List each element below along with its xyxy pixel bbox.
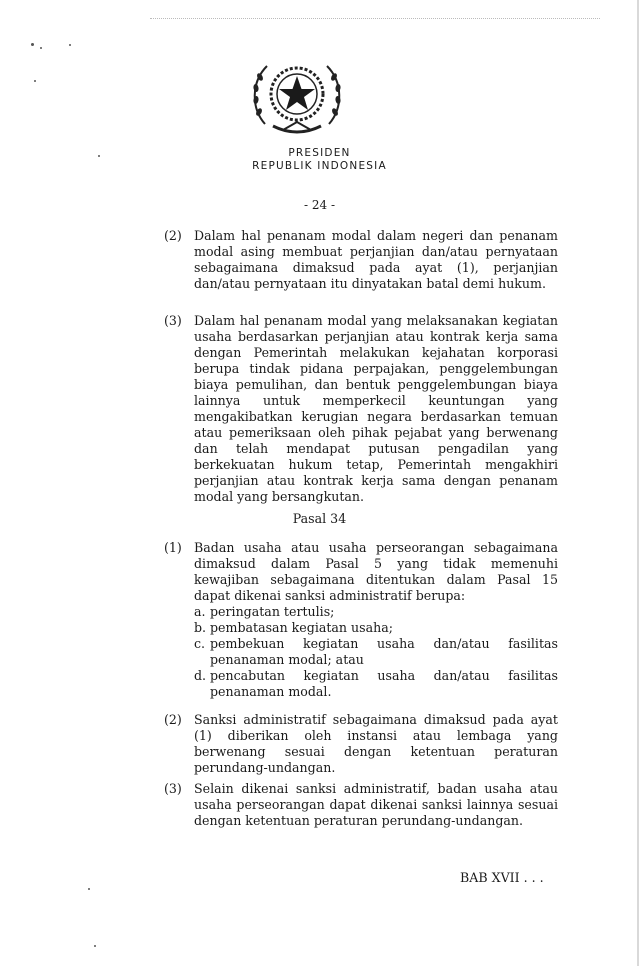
- list-letter: d.: [194, 668, 207, 683]
- paragraph-number: (2): [164, 228, 182, 243]
- list-letter: a.: [194, 604, 206, 619]
- article-heading: Pasal 34: [292, 511, 347, 526]
- list-text: pembekuan kegiatan usaha dan/atau fasilitas penanaman modal; atau: [210, 636, 558, 667]
- article-paragraph: [164, 313, 558, 505]
- list-item: [194, 620, 558, 636]
- header-title-republic: REPUBLIK INDONESIA: [252, 160, 387, 172]
- scan-speck: [31, 43, 34, 46]
- scan-speck: [69, 44, 71, 46]
- list-text: pembatasan kegiatan usaha;: [210, 620, 393, 635]
- paragraph-text: Dalam hal penanam modal yang melaksanakan kegiatan usaha berdasarkan perjanjian atau kontrak kerja sama dengan Pemerintah melakukan kejahatan korporasi berupa tindak pidana perpajakan, penggelembungan biaya pemulihan, dan bentuk penggelembungan biaya lainnya untuk memperkecil keuntungan yang mengakibatkan kerugian negara berdasarkan temuan atau pemeriksaan oleh pihak pejabat yang berwenang dan telah mendapat putusan pengadilan yang berkekuatan hukum tetap, Pemerintah mengakhiri perjanjian atau kontrak kerja sama dengan penanam modal yang bersangkutan.: [194, 313, 558, 504]
- list-item: [194, 636, 558, 668]
- paragraph-number: (3): [164, 313, 182, 328]
- list-item: [194, 668, 558, 700]
- presidential-emblem-icon: [243, 52, 351, 140]
- paragraph-number: (1): [164, 540, 182, 555]
- scan-speck: [40, 47, 42, 49]
- list-text: pencabutan kegiatan usaha dan/atau fasilitas penanaman modal.: [210, 668, 558, 699]
- list-letter: c.: [194, 636, 206, 651]
- scan-speck: [34, 80, 36, 82]
- scan-speck: [94, 945, 96, 947]
- paragraph-number: (2): [164, 712, 182, 727]
- page-number: - 24 -: [303, 198, 335, 212]
- paragraph-content: [194, 540, 558, 700]
- list-text: peringatan tertulis;: [210, 604, 335, 619]
- paragraph-text: Sanksi administratif sebagaimana dimaksud pada ayat (1) diberikan oleh instansi atau lembaga yang berwenang sesuai dengan ketentuan peraturan perundang-undangan.: [194, 712, 558, 775]
- scan-top-border: [150, 18, 600, 19]
- paragraph-text: Badan usaha atau usaha perseorangan sebagaimana dimaksud dalam Pasal 5 yang tidak memenuhi kewajiban sebagaimana ditentukan dalam Pasal 15 dapat dikenai sanksi administratif berupa:: [194, 540, 558, 603]
- paragraph-number: (3): [164, 781, 182, 796]
- paragraph-text: Dalam hal penanam modal dalam negeri dan penanam modal asing membuat perjanjian dan/atau pernyataan sebagaimana dimaksud pada ayat (1), perjanjian dan/atau pernyataan itu dinyatakan batal demi hukum.: [194, 228, 558, 291]
- list-item: [194, 604, 558, 620]
- paragraph-text: Selain dikenai sanksi administratif, badan usaha atau usaha perseorangan dapat dikenai sanksi lainnya sesuai dengan ketentuan peraturan perundang-undangan.: [194, 781, 558, 828]
- article-paragraph: [164, 228, 558, 292]
- article-paragraph: [164, 540, 558, 700]
- list-letter: b.: [194, 620, 207, 635]
- article-paragraph: [164, 781, 558, 829]
- scan-speck: [88, 888, 90, 890]
- header-title-presiden: PRESIDEN: [288, 147, 351, 159]
- article-paragraph: [164, 712, 558, 776]
- next-page-catchword: BAB XVII . . .: [460, 870, 544, 885]
